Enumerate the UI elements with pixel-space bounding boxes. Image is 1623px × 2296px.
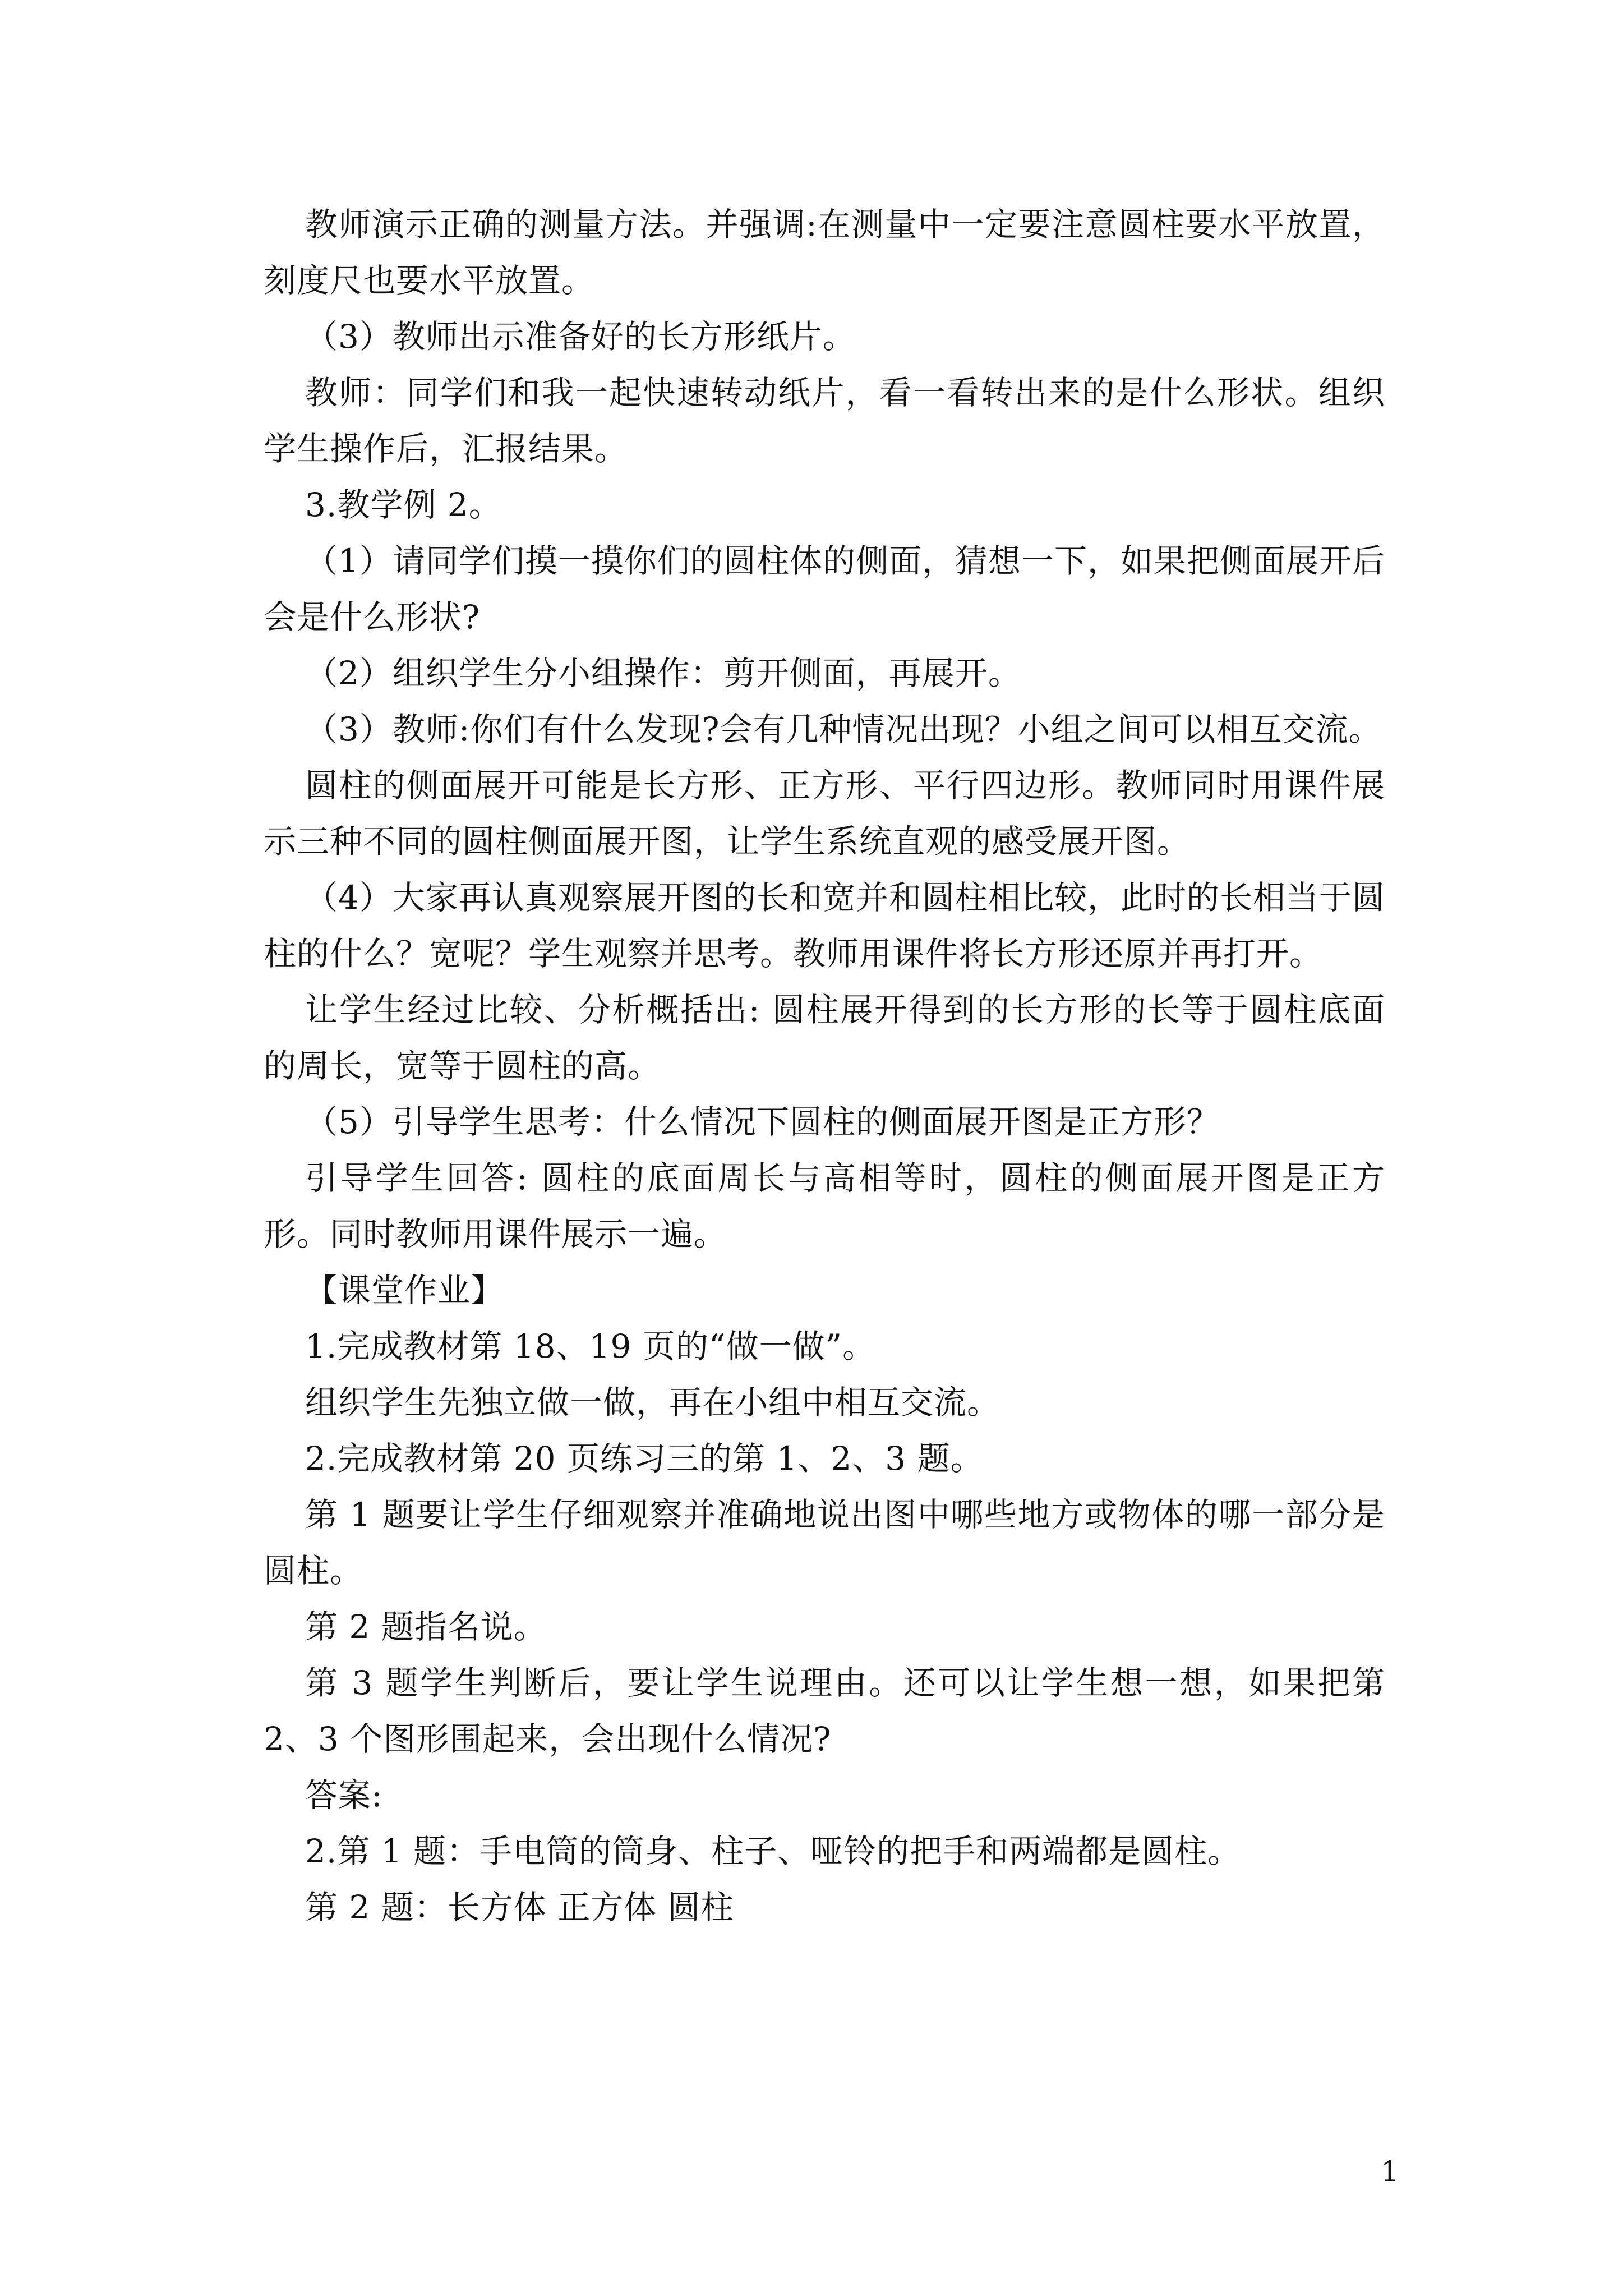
paragraph-unfold-shapes: 圆柱的侧面展开可能是长方形、正方形、平行四边形。教师同时用课件展示三种不同的圆柱侧面展开图，让学生系统直观的感受展开图。 <box>264 766 1385 861</box>
paragraph-square-answer: 引导学生回答: 圆柱的底面周长与高相等时，圆柱的侧面展开图是正方形。同时教师用课件展示一遍。 <box>264 1159 1385 1253</box>
paragraph-discovery: （3）教师:你们有什么发现?会有几种情况出现？小组之间可以相互交流。 <box>305 710 1382 748</box>
answer-question-1: 2.第 1 题：手电筒的筒身、柱子、哑铃的把手和两端都是圆柱。 <box>305 1832 1241 1870</box>
paragraph-task-1: 1.完成教材第 18、19 页的“做一做”。 <box>305 1327 876 1365</box>
paragraph-example-2: 3.教学例 2。 <box>305 486 502 524</box>
paragraph-task-2: 2.完成教材第 20 页练习三的第 1、2、3 题。 <box>305 1439 984 1478</box>
paragraph-conclusion: 让学生经过比较、分析概括出: 圆柱展开得到的长方形的长等于圆柱底面的周长，宽等于圆柱的高。 <box>264 991 1385 1085</box>
answer-heading: 答案: <box>305 1776 383 1814</box>
paragraph-rotate-paper: 教师：同学们和我一起快速转动纸片，看一看转出来的是什么形状。组织学生操作后，汇报结果。 <box>264 374 1385 468</box>
section-heading-classwork: 【课堂作业】 <box>305 1271 504 1309</box>
paragraph-compare-length: （4）大家再认真观察展开图的长和宽并和圆柱相比较，此时的长相当于圆柱的什么？宽呢？学生观察并思考。教师用课件将长方形还原并再打开。 <box>264 878 1385 973</box>
paragraph-step-3-paper: （3）教师出示准备好的长方形纸片。 <box>305 318 856 356</box>
paragraph-touch-side: （1）请同学们摸一摸你们的圆柱体的侧面，猜想一下，如果把侧面展开后会是什么形状? <box>264 542 1385 636</box>
paragraph-teacher-demo: 教师演示正确的测量方法。并强调:在测量中一定要注意圆柱要水平放置，刻度尺也要水平放置。 <box>264 205 1385 300</box>
paragraph-question-1: 第 1 题要让学生仔细观察并准确地说出图中哪些地方或物体的哪一部分是圆柱。 <box>264 1496 1385 1590</box>
paragraph-square-question: （5）引导学生思考：什么情况下圆柱的侧面展开图是正方形？ <box>305 1103 1220 1141</box>
answer-question-2: 第 2 题：长方体 正方体 圆柱 <box>305 1888 734 1926</box>
paragraph-question-2: 第 2 题指名说。 <box>305 1608 547 1646</box>
paragraph-group-operation: （2）组织学生分小组操作：剪开侧面，再展开。 <box>305 654 1021 692</box>
document-body <box>264 196 1385 1935</box>
paragraph-task-1-note: 组织学生先独立做一做，再在小组中相互交流。 <box>305 1383 1000 1421</box>
paragraph-question-3: 第 3 题学生判断后，要让学生说理由。还可以让学生想一想，如果把第 2、3 个图形围起来，会出现什么情况? <box>264 1664 1385 1758</box>
page-number: 1 <box>1381 2155 1399 2188</box>
